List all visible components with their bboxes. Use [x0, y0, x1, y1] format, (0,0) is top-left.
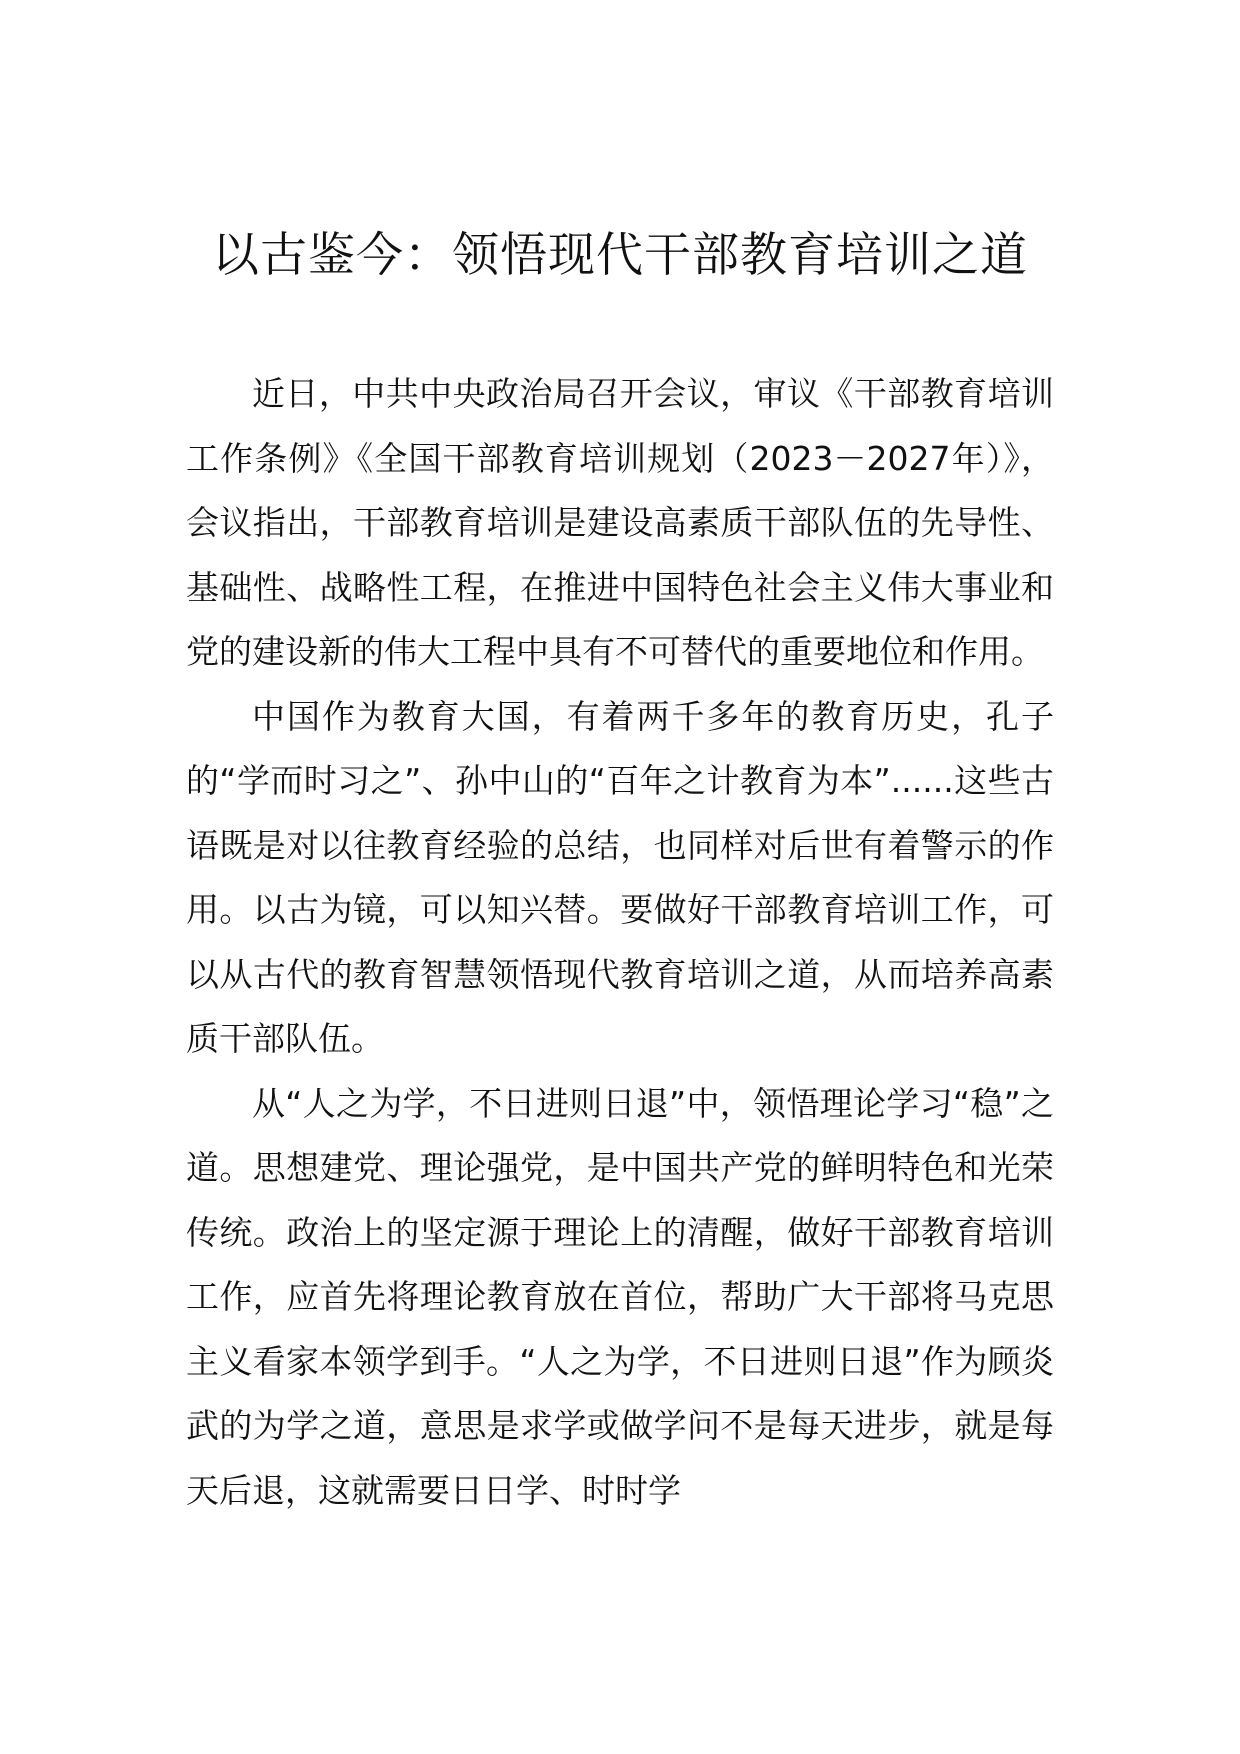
paragraph-3: 从“人之为学，不日进则日退”中，领悟理论学习“稳”之道。思想建党、理论强党，是中国共产党的鲜明特色和光荣传统。政治上的坚定源于理论上的清醒，做好干部教育培训工作，应首先将理论教育放在首位，帮助广大干部将马克思主义看家本领学到手。“人之为学，不日进则日退”作为顾炎武的为学之道，意思是求学或做学问不是每天进步，就是每天后退，这就需要日日学、时时学	[186, 1083, 1054, 1510]
paragraph-2: 中国作为教育大国，有着两千多年的教育历史，孔子的“学而时习之”、孙中山的“百年之计教育为本”......这些古语既是对以往教育经验的总结，也同样对后世有着警示的作用。以古为镜，可以知兴替。要做好干部教育培训工作，可以从古代的教育智慧领悟现代教育培训之道，从而培养高素质干部队伍。	[186, 696, 1054, 1058]
document-title: 以古鉴今：领悟现代干部教育培训之道	[212, 228, 1028, 283]
paragraph-1: 近日，中共中央政治局召开会议，审议《干部教育培训工作条例》《全国干部教育培训规划（2023－2027年）》，会议指出，干部教育培训是建设高素质干部队伍的先导性、基础性、战略性工程，在推进中国特色社会主义伟大事业和党的建设新的伟大工程中具有不可替代的重要地位和作用。	[186, 374, 1054, 671]
document-body	[186, 362, 1054, 1523]
